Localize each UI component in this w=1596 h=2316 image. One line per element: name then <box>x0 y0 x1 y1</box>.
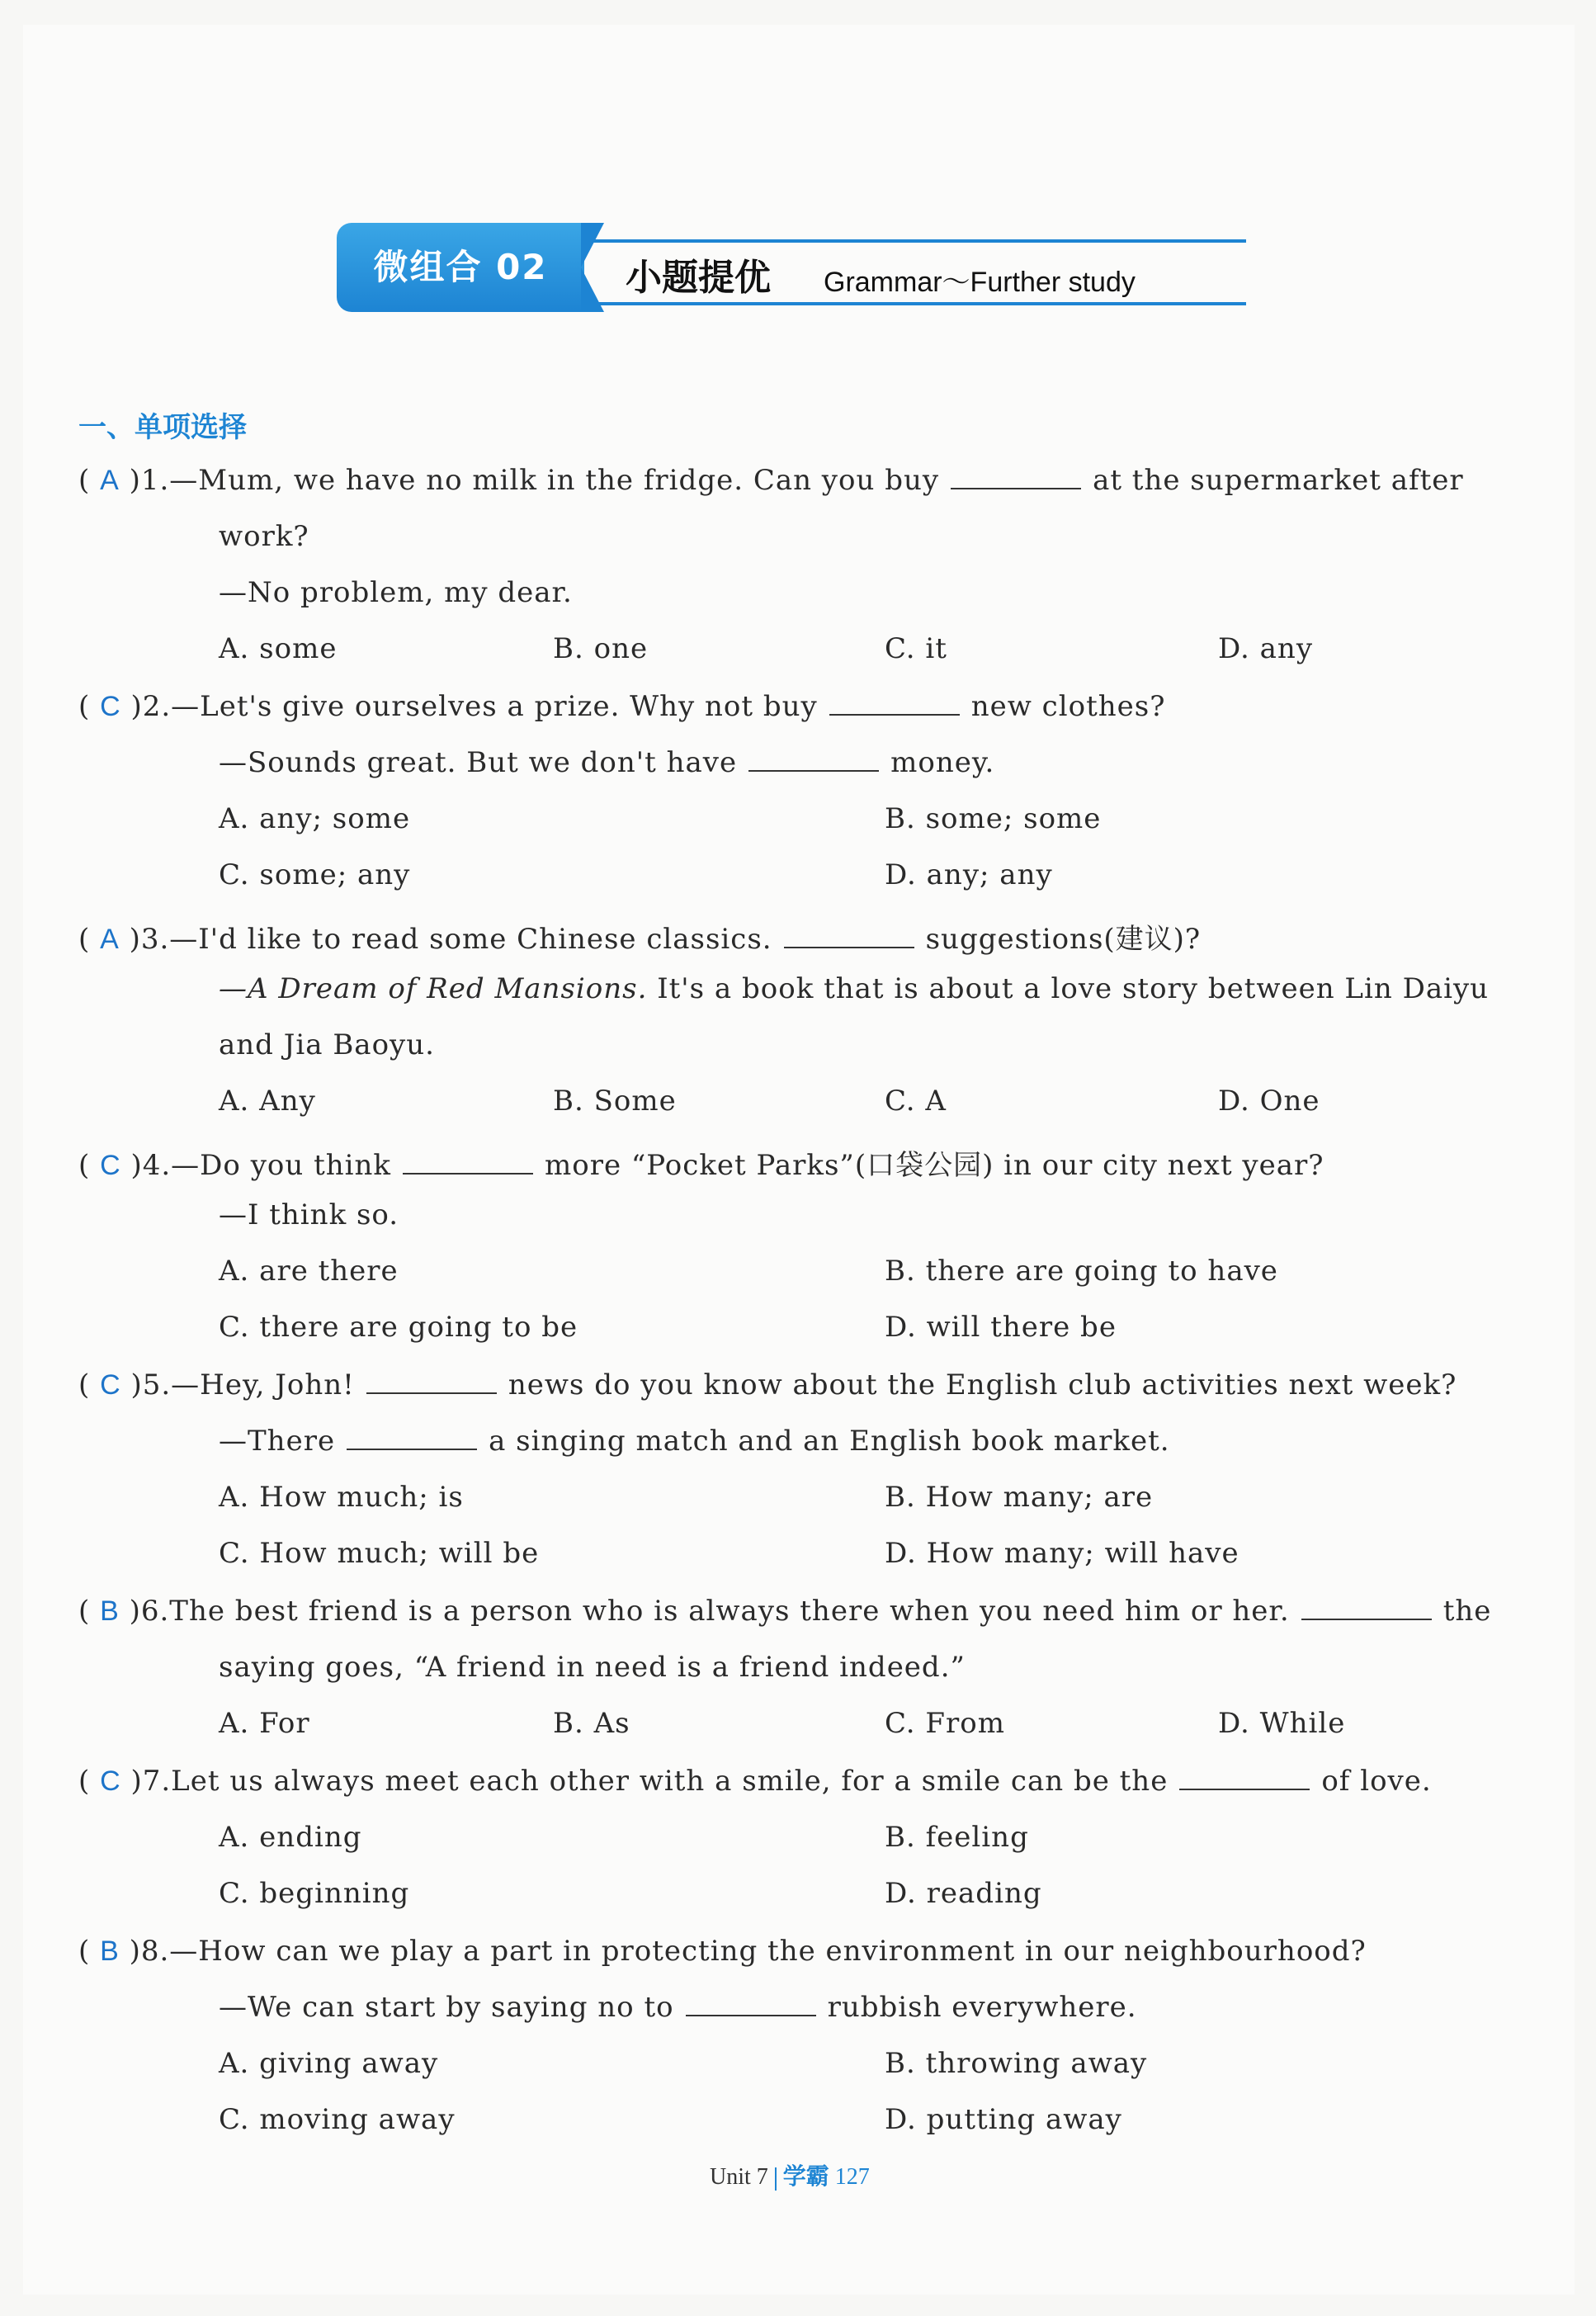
question-stem: The best friend is a person who is always there when you need him or her. <box>169 1595 1290 1628</box>
question-stem: of love. <box>1321 1765 1432 1798</box>
option: C. From <box>885 1707 1005 1740</box>
answer-blank <box>829 692 960 716</box>
question-3-line-2 <box>219 972 1489 1005</box>
banner-tag: 微组合 02 <box>337 223 584 312</box>
question-stem: new clothes? <box>970 690 1166 723</box>
question-stem: —Sounds great. But we don't have <box>219 746 738 779</box>
question-8-line-1: ( B )8.—How can we play a part in protecting the environment in our neighbourhood? <box>78 1935 1367 1968</box>
question-number: 1. <box>140 464 170 497</box>
option: B. one <box>553 632 649 665</box>
option: A. How much; is <box>219 1481 464 1514</box>
book-title: —A Dream of Red Mansions. <box>219 972 648 1005</box>
question-number: 5. <box>142 1368 172 1401</box>
question-1-line-2: work? <box>219 520 309 553</box>
question-stem: at the supermarket after <box>1093 464 1464 497</box>
question-4-line-2: —I think so. <box>219 1198 399 1231</box>
question-stem: —There <box>219 1425 336 1458</box>
question-3-line-1: ( A )3.—I'd like to read some Chinese classics. suggestions(建议)? <box>78 923 1202 956</box>
option: C. beginning <box>219 1877 410 1910</box>
question-stem: —We can start by saying no to <box>219 1991 674 2024</box>
answer-blank <box>403 1151 533 1175</box>
option: D. putting away <box>885 2103 1122 2136</box>
section-heading: 一、单项选择 <box>78 411 247 444</box>
option: C. it <box>885 632 947 665</box>
option: A. ending <box>219 1821 362 1854</box>
answer-blank <box>1301 1597 1432 1620</box>
option: D. While <box>1218 1707 1346 1740</box>
question-1-line-3: —No problem, my dear. <box>219 576 573 609</box>
option: B. throwing away <box>885 2047 1148 2080</box>
question-stem: —Do you think <box>171 1149 392 1182</box>
answer-2: C <box>100 691 121 722</box>
question-stem: —I'd like to read some Chinese classics. <box>169 923 772 956</box>
answer-4: C <box>100 1150 121 1181</box>
option: D. will there be <box>885 1311 1117 1344</box>
option: D. One <box>1218 1085 1320 1118</box>
question-stem: money. <box>890 746 995 779</box>
option: D. reading <box>885 1877 1042 1910</box>
question-number: 2. <box>142 690 172 723</box>
footer-brand: 学霸 <box>782 2162 829 2190</box>
question-stem: —How can we play a part in protecting the environment in our neighbourhood? <box>169 1935 1367 1968</box>
question-1-line-1: ( A )1.—Mum, we have no milk in the fridge. Can you buy at the supermarket after <box>78 464 1464 497</box>
answer-blank <box>366 1371 497 1394</box>
question-stem: more “Pocket Parks”(口袋公园) in our city next year? <box>545 1149 1324 1182</box>
question-5-line-2 <box>219 1425 1170 1458</box>
answer-blank <box>347 1427 477 1450</box>
answer-6: B <box>100 1595 120 1627</box>
option: C. some; any <box>219 858 411 891</box>
question-2-line-2 <box>219 746 994 779</box>
option: B. As <box>553 1707 630 1740</box>
question-stem: a singing match and an English book market. <box>489 1425 1170 1458</box>
question-stem: It's a book that is about a love story between Lin Daiyu <box>647 972 1490 1005</box>
question-stem: —Mum, we have no milk in the fridge. Can you buy <box>169 464 940 497</box>
option: D. How many; will have <box>885 1537 1239 1570</box>
question-stem: suggestions(建议)? <box>925 923 1202 956</box>
option: C. A <box>885 1085 947 1118</box>
answer-1: A <box>100 465 120 496</box>
question-3-line-3: and Jia Baoyu. <box>219 1028 435 1061</box>
option: C. How much; will be <box>219 1537 540 1570</box>
option: B. How many; are <box>885 1481 1154 1514</box>
question-number: 6. <box>140 1595 170 1628</box>
footer-unit: Unit 7 <box>710 2164 768 2190</box>
page-number: 127 <box>834 2164 870 2190</box>
question-number: 7. <box>142 1765 172 1798</box>
footer-separator <box>775 2167 777 2191</box>
question-2-line-1: ( C )2.—Let's give ourselves a prize. Why not buy new clothes? <box>78 690 1166 723</box>
option: A. some <box>219 632 338 665</box>
question-7-line-1: ( C )7.Let us always meet each other with a smile, for a smile can be the of love. <box>78 1765 1432 1798</box>
question-6-line-2: saying goes, “A friend in need is a friend indeed.” <box>219 1651 966 1684</box>
answer-8: B <box>100 1936 120 1967</box>
question-stem: the <box>1443 1595 1492 1628</box>
question-stem: news do you know about the English club activities next week? <box>508 1368 1457 1401</box>
question-stem: —Let's give ourselves a prize. Why not buy <box>171 690 818 723</box>
option: B. some; some <box>885 802 1102 835</box>
answer-blank <box>686 1993 816 2016</box>
option: B. there are going to have <box>885 1255 1278 1288</box>
question-stem: rubbish everywhere. <box>827 1991 1137 2024</box>
question-stem: —Hey, John! <box>171 1368 355 1401</box>
answer-blank <box>784 925 914 948</box>
option: B. feeling <box>885 1821 1029 1854</box>
banner-subtitle: Grammar～Further study <box>824 267 1136 298</box>
answer-blank <box>1179 1767 1310 1790</box>
question-8-line-2 <box>219 1991 1137 2024</box>
option: C. there are going to be <box>219 1311 578 1344</box>
answer-7: C <box>100 1765 121 1797</box>
question-4-line-1: ( C )4.—Do you think more “Pocket Parks”(口袋公园) in our city next year? <box>78 1149 1324 1182</box>
option: C. moving away <box>219 2103 456 2136</box>
answer-blank <box>951 466 1081 489</box>
page-footer <box>710 2158 870 2191</box>
option: D. any; any <box>885 858 1053 891</box>
option: A. giving away <box>219 2047 439 2080</box>
question-5-line-1: ( C )5.—Hey, John! news do you know about the English club activities next week? <box>78 1368 1457 1401</box>
answer-blank <box>748 749 879 772</box>
option: A. Any <box>219 1085 316 1118</box>
question-number: 8. <box>140 1935 170 1968</box>
banner-title: 小题提优 <box>626 257 771 299</box>
question-stem: Let us always meet each other with a smile, for a smile can be the <box>171 1765 1169 1798</box>
answer-3: A <box>100 924 120 955</box>
option: B. Some <box>553 1085 677 1118</box>
answer-5: C <box>100 1369 121 1401</box>
question-number: 4. <box>142 1149 172 1182</box>
question-number: 3. <box>140 923 170 956</box>
option: A. are there <box>219 1255 399 1288</box>
question-6-line-1: ( B )6.The best friend is a person who is always there when you need him or her. the <box>78 1595 1492 1628</box>
option: D. any <box>1218 632 1314 665</box>
option: A. any; some <box>219 802 411 835</box>
option: A. For <box>219 1707 310 1740</box>
